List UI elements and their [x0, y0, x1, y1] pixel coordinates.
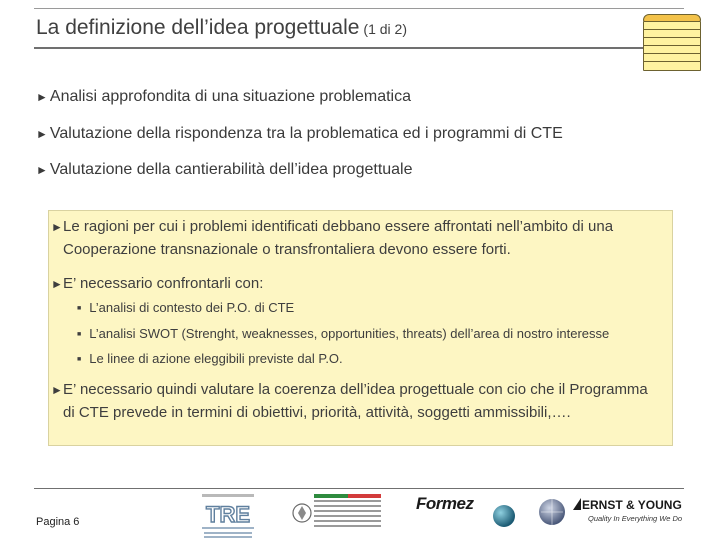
ernst-young-logo: ERNST & YOUNG Quality In Everything We Do — [572, 494, 682, 530]
bullet-cantierabilita: ► Valutazione della cantierabilità dell’idea progettuale — [36, 161, 413, 178]
box-paragraph-confronto: ► E’ necessario confrontarli con: — [51, 273, 661, 296]
stacked-cards-icon — [643, 14, 703, 72]
triangle-right-icon: ► — [36, 90, 48, 104]
formez-logo: Formez — [414, 494, 524, 528]
page-number: Pagina 6 — [36, 516, 80, 528]
globe-icon — [537, 497, 567, 527]
bullet-rispondenza: ► Valutazione della rispondenza tra la problematica ed i programmi di CTE — [36, 125, 563, 142]
top-divider — [34, 8, 684, 9]
slide-title: La definizione dell’idea progettuale (1 di 2) — [36, 16, 407, 39]
title-divider — [34, 47, 684, 49]
bullet-analisi: ► Analisi approfondita di una situazione problematica — [36, 88, 412, 105]
box-paragraph-coerenza: ► E’ necessario quindi valutare la coerenza dell’idea progettuale con cio che il Programma di CTE prevede in termini di obiettivi, priorità, attività, soggetti ammissibili,…. — [51, 381, 648, 421]
square-bullet-icon: ■ — [77, 331, 82, 339]
ministry-logo — [290, 491, 390, 537]
triangle-right-icon: ► — [36, 127, 48, 141]
highlight-box — [48, 210, 673, 446]
triangle-right-icon: ► — [36, 163, 48, 177]
list-item: ■ Le linee di azione eleggibili previste dal P.O. — [77, 351, 343, 366]
box-paragraph-ragioni: ► Le ragioni per cui i problemi identificati debbano essere affrontati nell’ambito di una Cooperazione transnazionale o transfrontaliera devono essere forti. — [51, 218, 614, 258]
triangle-right-icon: ► — [51, 220, 63, 234]
globe-icon — [492, 504, 516, 528]
square-bullet-icon: ■ — [77, 305, 82, 313]
triangle-right-icon: ► — [51, 383, 63, 397]
list-item: ■ L’analisi SWOT (Strenght, weaknesses, opportunities, threats) dell’area di nostro interesse — [77, 326, 610, 341]
svg-text:TRE: TRE — [206, 502, 250, 527]
square-bullet-icon: ■ — [77, 356, 82, 364]
footer-divider — [34, 488, 684, 489]
triangle-right-icon: ► — [51, 277, 63, 291]
tre-logo — [196, 492, 260, 540]
list-item: ■ L’analisi di contesto dei P.O. di CTE — [77, 300, 295, 315]
